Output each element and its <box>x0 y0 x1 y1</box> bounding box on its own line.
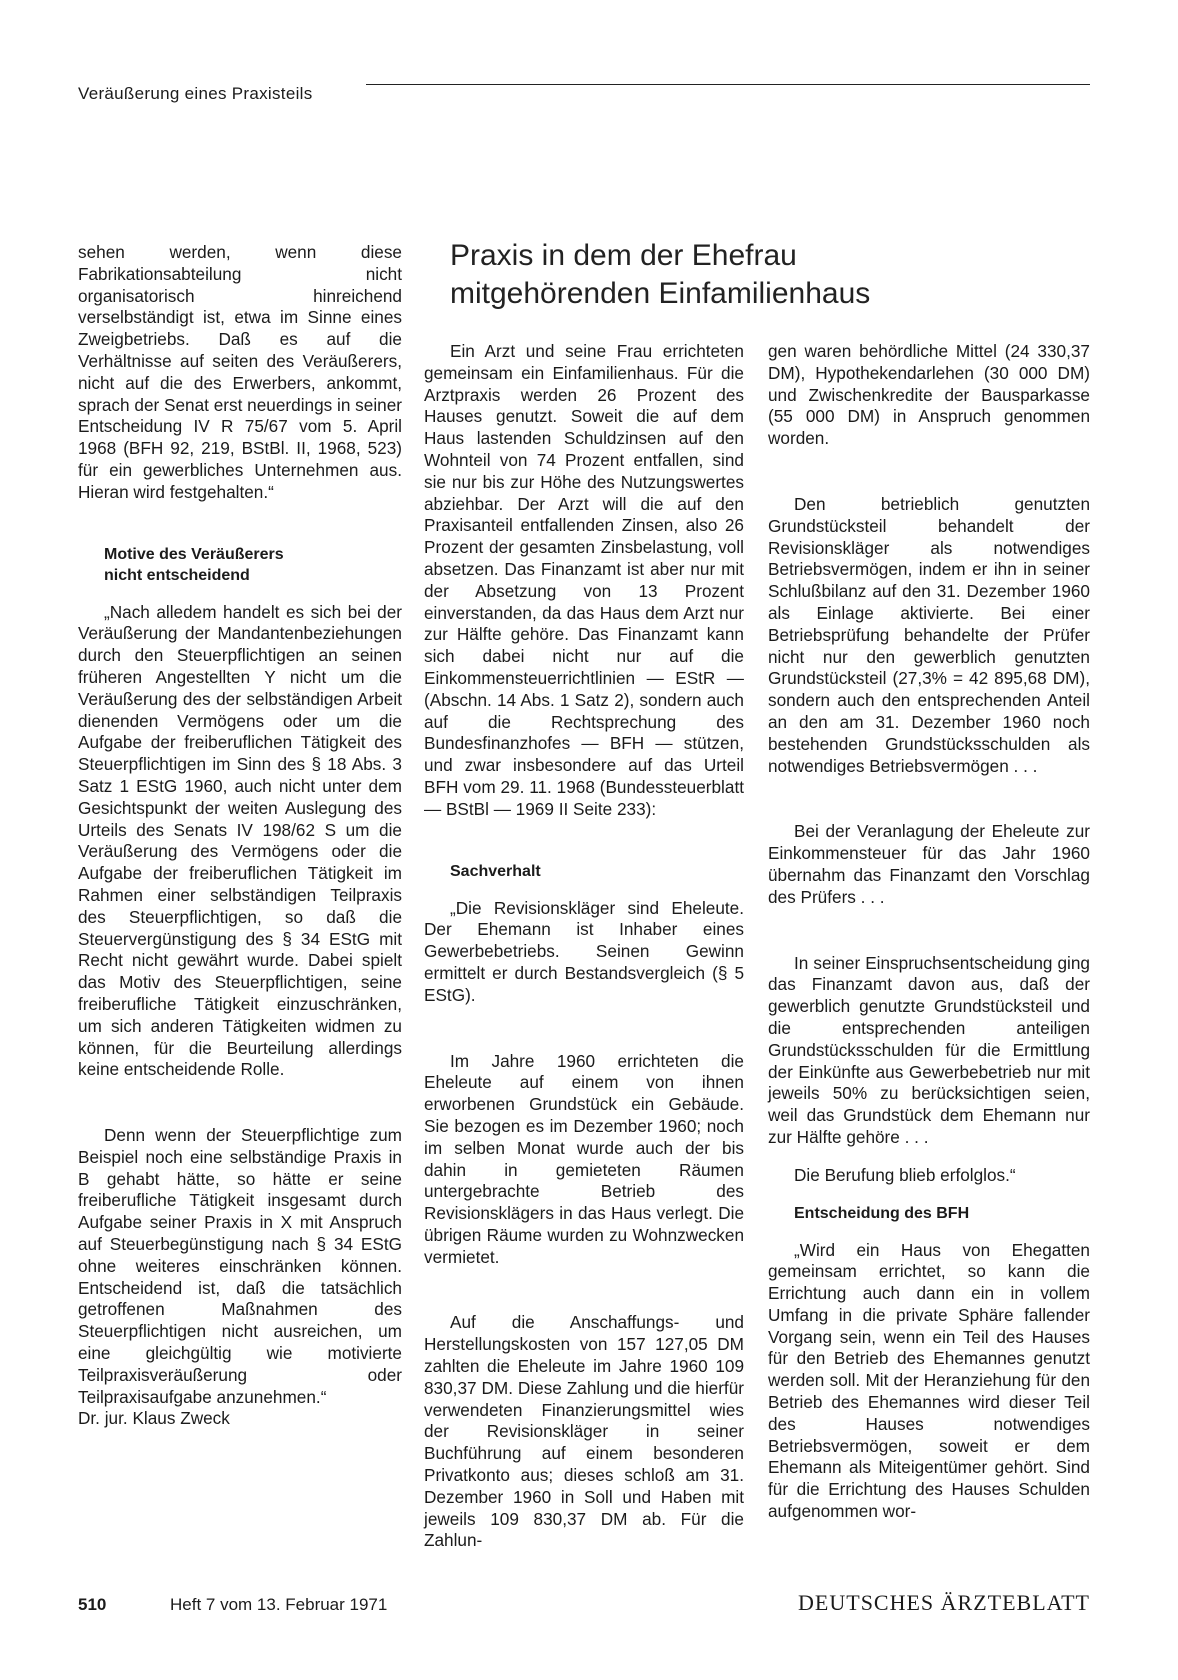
middle-section-heading: Sachverhalt <box>450 862 541 880</box>
left-paragraph-3: Denn wenn der Steuerpflichtige zum Beispiel noch eine selbständige Praxis in B gehabt hätte, so hätte er seine freiberufliche Tätigkeit insgesamt durch Aufgabe seiner Praxis in X mit Anspruch auf Steuerbegünstigung nach § 34 EStG ohne weiteres einschränken können. Entscheidend ist, daß die tatsächlich getroffenen Maßnahmen des Steuerpflichtigen nicht ausreichen, um eine gleichgültig wie motivierte Teilpraxisveräußerung oder Teilpraxisaufgabe anzunehmen.“ <box>78 1125 402 1407</box>
author-signature: Dr. jur. Klaus Zweck <box>78 1408 230 1429</box>
header-rule <box>366 84 1090 85</box>
left-paragraph-2: „Nach alledem handelt es sich bei der Veräußerung der Mandantenbeziehungen durch den Steuerpflichtigen an seinen früheren Angestellten Y nicht um die Veräußerung des der selbständigen Arbeit dienenden Vermögens oder um die Aufgabe der freiberuflichen Tätigkeit des Steuerpflichtigen im Sinn des § 18 Abs. 3 Satz 1 EStG 1960, auch nicht unter dem Gesichtspunkt der weiten Auslegung des Urteils des Senats IV 198/62 S um die Veräußerung des Vermögens oder die Aufgabe der freiberuflichen Tätigkeit im Rahmen einer selbständigen Teilpraxis des Steuerpflichtigen, so daß die Steuervergünstigung des § 34 EStG mit Recht nicht gewährt wurde. Dabei spielt das Motiv des Steuerpflichtigen, seine freiberufliche Tätigkeit einzuschränken, um sich anderen Tätigkeiten widmen zu können, für die Beurteilung allerdings keine entscheidende Rolle. <box>78 601 402 1080</box>
article-title <box>450 237 1070 313</box>
right-section-heading: Entscheidung des BFH <box>794 1204 970 1222</box>
right-paragraph-1: gen waren behördliche Mittel (24 330,37 DM), Hypothekendarlehen (30 000 DM) und Zwischenkredite der Bausparkasse (55 000 DM) in Anspruch genommen worden. <box>768 341 1090 449</box>
middle-paragraph-4: Auf die Anschaffungs- und Herstellungskosten von 157 127,05 DM zahlten die Eheleute im Jahre 1960 109 830,37 DM. Diese Zahlung und die hierfür verwendeten Finanzierungsmittel wies der Revisionskläger in seiner Buchführung auf einem besonderen Privatkonto aus; dieses schloß am 31. Dezember 1960 in Soll und Haben mit jeweils 109 830,37 DM ab. Für die Zahlun- <box>424 1312 744 1551</box>
right-paragraph-6: „Wird ein Haus von Ehegatten gemeinsam errichtet, so kann die Errichtung auch dann ein in vollem Umfang in die private Sphäre fallender Vorgang sein, wenn ein Teil des Hauses für den Betrieb des Ehemannes genutzt werden soll. Mit der Heranziehung für den Betrieb des Ehemannes wird dieser Teil des Hauses notwendiges Betriebsvermögen, soweit er dem Ehemann als Miteigentümer gehört. Sind für die Errichtung des Hauses Schulden aufgenommen wor- <box>768 1239 1090 1522</box>
middle-paragraph-2: „Die Revisionskläger sind Eheleute. Der Ehemann ist Inhaber eines Gewerbebetriebs. Seinen Gewinn ermittelt er durch Bestandsvergleich (§ 5 EStG). <box>424 897 744 1005</box>
journal-name: DEUTSCHES ÄRZTEBLATT <box>798 1590 1090 1615</box>
right-paragraph-4: In seiner Einspruchsentscheidung ging das Finanzamt davon aus, daß der gewerblich genutzte Grundstücksteil und die entsprechenden anteiligen Grundstücksschulden für die Ermittlung der Einkünfte aus Gewerbebetrieb nur mit jeweils 50% zu berücksichtigen seien, weil das Grundstück dem Ehemann nur zur Hälfte gehöre . . . <box>768 952 1090 1147</box>
running-header-title: Veräußerung eines Praxisteils <box>78 84 313 103</box>
right-paragraph-3: Bei der Veranlagung der Eheleute zur Einkommensteuer für das Jahr 1960 übernahm das Finanzamt den Vorschlag des Prüfers . . . <box>768 821 1090 907</box>
left-section-heading <box>78 544 402 586</box>
middle-paragraph-3: Im Jahre 1960 errichteten die Eheleute auf einem von ihnen erworbenen Grundstück ein Gebäude. Sie bezogen es im Dezember 1960; noch im selben Monat wurde auch der bis dahin in gemieteten Räumen untergebrachte Betrieb des Revisionsklägers in das Haus verlegt. Die übrigen Räume wurden zu Wohnzwecken vermietet. <box>424 1050 744 1267</box>
right-column <box>768 341 1090 1523</box>
middle-column <box>424 341 744 1552</box>
middle-paragraph-1: Ein Arzt und seine Frau errichteten gemeinsam ein Einfamilienhaus. Für die Arztpraxis werden 26 Prozent des Hauses genutzt. Soweit die auf dem Haus lastenden Schuldzinsen auf den Wohnteil von 74 Prozent entfallen, sind sie nur bis zur Höhe des Nutzungswertes abziehbar. Der Arzt will die auf den Praxisanteil entfallenden Zinsen, also 26 Prozent der gesamten Zinsbelastung, voll absetzen. Das Finanzamt ist aber nur mit der Absetzung von 13 Prozent einverstanden, da das Haus dem Arzt nur zur Hälfte gehöre. Das Finanzamt kann sich dabei nicht nur auf die Einkommensteuerrichtlinien — EStR — (Abschn. 14 Abs. 1 Satz 2), sondern auch auf die Rechtsprechung des Bundesfinanzhofes — BFH — stützen, und zwar insbesondere auf das Urteil BFH vom 29. 11. 1968 (Bundessteuerblatt — BStBl — 1969 II Seite 233): <box>424 341 744 819</box>
left-paragraph-1: sehen werden, wenn diese Fabrikationsabteilung nicht organisatorisch hinreichend verselbständigt ist, etwa im Sinne eines Zweigbetriebs. Daß es auf die Verhältnisse auf seiten des Veräußerers, nicht auf die des Erwerbers, ankommt, sprach der Senat erst neuerdings in seiner Entscheidung IV R 75/67 vom 5. April 1968 (BFH 92, 219, BStBl. II, 1968, 523) für ein gewerbliches Unternehmen aus. Hieran wird festgehalten.“ <box>78 242 402 502</box>
left-heading-line1: Motive des Veräußerers <box>104 545 284 563</box>
article-title-line1: Praxis in dem der Ehefrau <box>450 239 797 272</box>
right-paragraph-5: Die Berufung blieb erfolglos.“ <box>794 1164 1016 1185</box>
left-heading-line2: nicht entscheidend <box>104 566 250 584</box>
article-title-line2: mitgehörenden Einfamilienhaus <box>450 277 871 310</box>
page-number: 510 <box>78 1595 107 1614</box>
issue-info: Heft 7 vom 13. Februar 1971 <box>170 1595 388 1614</box>
left-column <box>78 242 402 1430</box>
right-paragraph-2: Den betrieblich genutzten Grundstücksteil behandelt der Revisionskläger als notwendiges Betriebsvermögen, indem er ihn in seiner Schlußbilanz auf den 31. Dezember 1960 als Einlage aktivierte. Bei einer Betriebsprüfung behandelte der Prüfer nicht nur den gewerblich genutzten Grundstücksteil (27,3% = 42 895,68 DM), sondern auch den entsprechenden Anteil an den am 31. Dezember 1960 noch bestehenden Grundstücksschulden als notwendiges Betriebsvermögen . . . <box>768 493 1090 776</box>
